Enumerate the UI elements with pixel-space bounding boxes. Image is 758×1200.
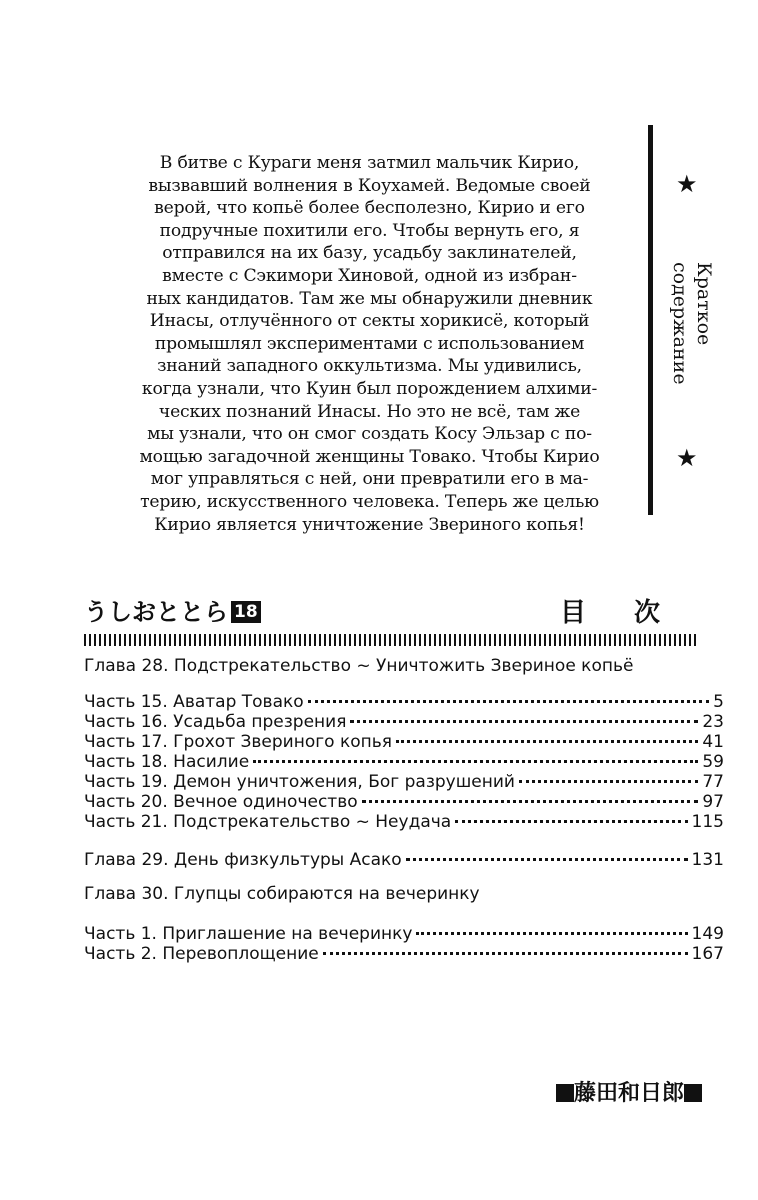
dot-leader bbox=[396, 740, 698, 743]
dot-leader bbox=[519, 780, 698, 783]
toc-entry[interactable] bbox=[84, 924, 724, 944]
toc-page: 149 bbox=[691, 924, 724, 944]
toc-page: 97 bbox=[702, 792, 724, 812]
toc-entry[interactable] bbox=[84, 850, 724, 870]
toc-label: Часть 15. Аватар Товако bbox=[84, 692, 304, 712]
toc-label: Часть 2. Перевоплощение bbox=[84, 944, 319, 964]
star-icon: ★ bbox=[676, 444, 698, 472]
summary-line: отправился на их базу, усадьбу заклинателей, bbox=[162, 243, 577, 264]
summary-line: знаний западного оккультизма. Мы удивились, bbox=[157, 356, 582, 377]
toc-entry[interactable] bbox=[84, 944, 724, 964]
toc-page: 167 bbox=[691, 944, 724, 964]
toc-label: Часть 1. Приглашение на вечеринку bbox=[84, 924, 413, 944]
toc-page: 77 bbox=[702, 772, 724, 792]
dot-leader bbox=[308, 700, 710, 703]
toc-page: 23 bbox=[702, 712, 724, 732]
volume-badge: 18 bbox=[231, 601, 261, 623]
series-title-text: うしおととら bbox=[84, 598, 228, 626]
chapter-heading: Глава 30. Глупцы собираются на вечеринку bbox=[84, 884, 480, 904]
summary-line: мы узнали, что он смог создать Косу Эльзар с по- bbox=[147, 424, 592, 445]
dot-leader bbox=[455, 820, 687, 823]
toc-label: Глава 29. День физкультуры Асако bbox=[84, 850, 402, 870]
dot-leader bbox=[416, 932, 687, 935]
summary-line: Инасы, отлучённого от секты хорикисё, который bbox=[149, 311, 590, 332]
toc-page: 5 bbox=[713, 692, 724, 712]
summary-line: промышлял экспериментами с использованием bbox=[154, 333, 585, 354]
toc-entry[interactable] bbox=[84, 792, 724, 812]
dot-leader bbox=[323, 952, 688, 955]
summary-line: Кирио является уничтожение Звериного копья! bbox=[154, 514, 585, 535]
toc-entry[interactable] bbox=[84, 712, 724, 732]
toc-entry[interactable] bbox=[84, 732, 724, 752]
summary-line: верой, что копьё более бесполезно, Кирио и его bbox=[154, 198, 585, 219]
square-bullet-icon bbox=[556, 1084, 574, 1102]
summary-line: вызвавший волнения в Коухамей. Ведомые своей bbox=[148, 175, 591, 196]
summary-line: мощью загадочной женщины Товако. Чтобы Кирио bbox=[139, 446, 600, 467]
toc-label: Часть 20. Вечное одиночество bbox=[84, 792, 358, 812]
dot-leader bbox=[253, 760, 698, 763]
summary-line: когда узнали, что Куин был порождением алхими- bbox=[141, 378, 598, 399]
summary-line: В битве с Кураги меня затмил мальчик Кирио, bbox=[159, 153, 580, 173]
toc-entry[interactable] bbox=[84, 692, 724, 712]
toc-label: Часть 18. Насилие bbox=[84, 752, 250, 772]
chapter-heading: Глава 28. Подстрекательство ~ Уничтожить Звериное копьё bbox=[84, 656, 634, 676]
summary-line: мог управляться с ней, они превратили его в ма- bbox=[150, 469, 589, 490]
dot-leader bbox=[350, 720, 698, 723]
toc-label: Часть 21. Подстрекательство ~ Неудача bbox=[84, 812, 452, 832]
summary-line: вместе с Сэкимори Хиновой, одной из избран- bbox=[162, 265, 577, 286]
chapter-29 bbox=[84, 850, 724, 870]
toc-entry[interactable] bbox=[84, 772, 724, 792]
toc-entry[interactable] bbox=[84, 812, 724, 832]
author-credit bbox=[556, 1076, 702, 1107]
chapter-30-parts bbox=[84, 924, 724, 964]
summary-line: подручные похитили его. Чтобы вернуть его, я bbox=[159, 220, 580, 241]
series-title bbox=[84, 592, 261, 627]
toc-label: Часть 19. Демон уничтожения, Бог разрушений bbox=[84, 772, 515, 792]
toc-page: 131 bbox=[691, 850, 724, 870]
dot-leader bbox=[406, 858, 688, 861]
toc-label: Часть 16. Усадьба презрения bbox=[84, 712, 347, 732]
summary-line: ных кандидатов. Там же мы обнаружили дневник bbox=[146, 288, 593, 309]
square-bullet-icon bbox=[684, 1084, 702, 1102]
author-name: 藤田和日郎 bbox=[573, 1081, 684, 1106]
toc-page: 59 bbox=[702, 752, 724, 772]
contents-title: 目次 bbox=[559, 598, 708, 628]
summary-line: терию, искусственного человека. Теперь же целью bbox=[140, 491, 599, 512]
toc-page: 41 bbox=[702, 732, 724, 752]
dot-leader bbox=[362, 800, 699, 803]
summary-heading: Краткое содержание bbox=[669, 262, 715, 385]
decorative-rule bbox=[84, 634, 696, 646]
star-icon: ★ bbox=[676, 170, 698, 198]
summary-text bbox=[112, 152, 627, 536]
toc-header bbox=[84, 592, 714, 628]
toc-entry[interactable] bbox=[84, 752, 724, 772]
chapter-28-parts bbox=[84, 692, 724, 832]
summary-line: ческих познаний Инасы. Но это не всё, там же bbox=[158, 401, 581, 422]
summary-divider bbox=[648, 125, 653, 515]
toc-page: 115 bbox=[691, 812, 724, 832]
toc-label: Часть 17. Грохот Звериного копья bbox=[84, 732, 393, 752]
